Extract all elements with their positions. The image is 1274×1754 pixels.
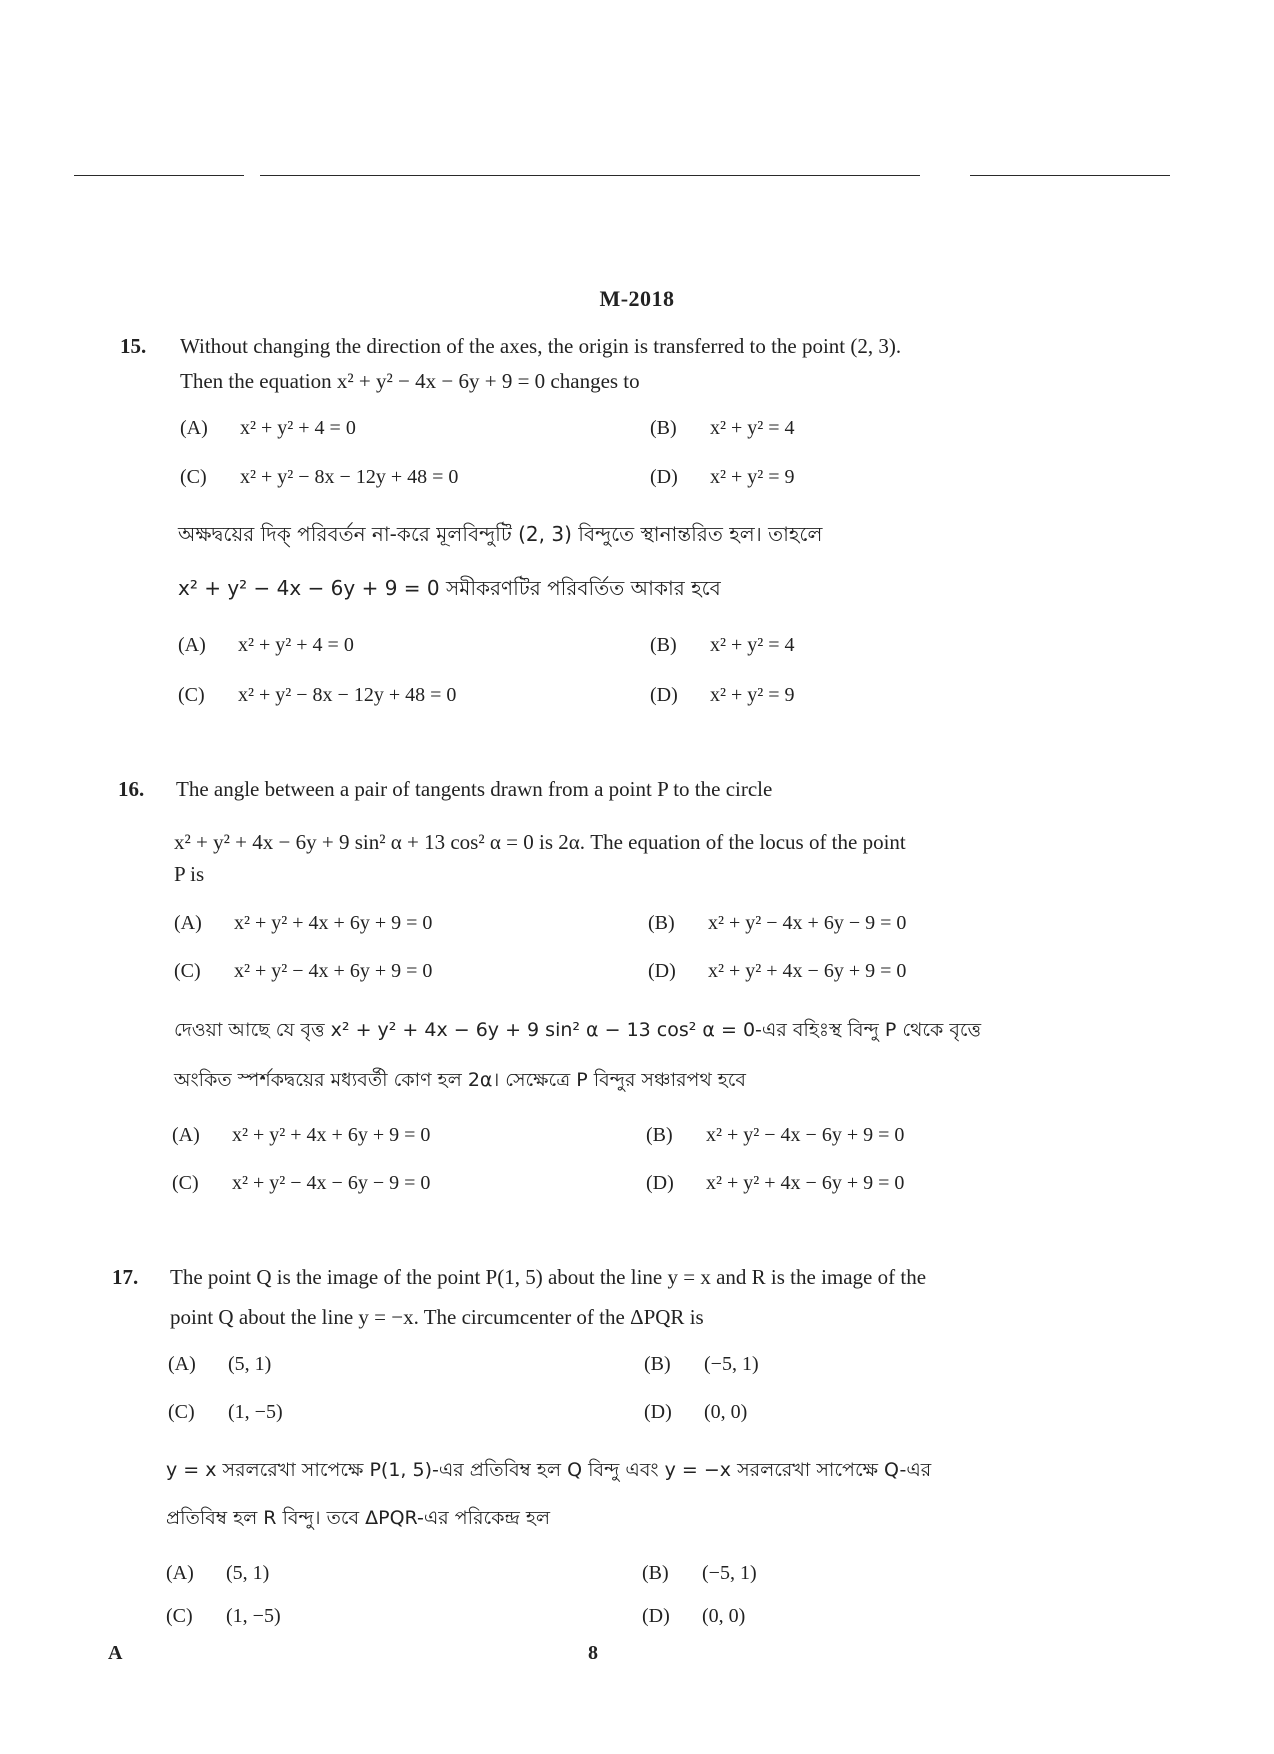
option-text: x² + y² = 4: [710, 417, 795, 439]
option-b[interactable]: [650, 417, 795, 440]
option-text: x² + y² − 4x + 6y − 9 = 0: [708, 912, 907, 934]
option-label: (C): [180, 466, 207, 488]
option-a[interactable]: [180, 417, 356, 440]
option-d[interactable]: [642, 1605, 745, 1628]
option-c[interactable]: [172, 1172, 430, 1195]
option-label: (A): [166, 1562, 194, 1584]
question-text-en: x² + y² + 4x − 6y + 9 sin² α + 13 cos² α = 0 is 2α. The equation of the locus of the point: [174, 830, 906, 854]
option-text: x² + y² + 4x − 6y + 9 = 0: [706, 1172, 905, 1194]
option-text: x² + y² + 4 = 0: [238, 634, 354, 656]
option-label: (D): [644, 1401, 672, 1423]
option-label: (C): [172, 1172, 199, 1194]
option-label: (D): [646, 1172, 674, 1194]
question-text-en: The angle between a pair of tangents drawn from a point P to the circle: [176, 777, 773, 801]
option-label: (C): [166, 1605, 193, 1627]
option-label: (A): [174, 912, 202, 934]
option-d[interactable]: [650, 466, 795, 489]
option-text: x² + y² − 8x − 12y + 48 = 0: [238, 684, 457, 706]
option-text: (5, 1): [228, 1353, 272, 1375]
option-text: x² + y² − 8x − 12y + 48 = 0: [240, 466, 459, 488]
option-label: (B): [648, 912, 675, 934]
option-text: x² + y² = 9: [710, 466, 795, 488]
option-text: (−5, 1): [704, 1353, 759, 1375]
option-text: (0, 0): [704, 1401, 748, 1423]
question-text-en: point Q about the line y = −x. The circumcenter of the ΔPQR is: [170, 1305, 704, 1329]
option-text: x² + y² = 9: [710, 684, 795, 706]
option-text: (1, −5): [226, 1605, 281, 1627]
option-text: (1, −5): [228, 1401, 283, 1423]
option-c[interactable]: [180, 466, 458, 489]
option-b[interactable]: [648, 912, 906, 935]
option-d[interactable]: [646, 1172, 904, 1195]
option-text: (−5, 1): [702, 1562, 757, 1584]
option-label: (B): [646, 1124, 673, 1146]
option-label: (D): [650, 466, 678, 488]
option-text: x² + y² − 4x − 6y + 9 = 0: [706, 1124, 905, 1146]
option-text: x² + y² + 4x + 6y + 9 = 0: [234, 912, 433, 934]
option-label: (B): [644, 1353, 671, 1375]
option-a[interactable]: [168, 1353, 271, 1376]
question-text-bn: প্রতিবিম্ব হল R বিন্দু। তবে ΔPQR-এর পরিকেন্দ্র হল: [166, 1507, 551, 1529]
option-label: (A): [168, 1353, 196, 1375]
option-label: (C): [174, 960, 201, 982]
option-text: x² + y² − 4x − 6y − 9 = 0: [232, 1172, 431, 1194]
option-label: (B): [642, 1562, 669, 1584]
option-c[interactable]: [178, 684, 456, 707]
question-number: 17.: [112, 1265, 139, 1289]
option-text: x² + y² + 4x + 6y + 9 = 0: [232, 1124, 431, 1146]
option-label: (B): [650, 634, 677, 656]
option-a[interactable]: [172, 1124, 430, 1147]
option-c[interactable]: [174, 960, 432, 983]
top-rule-middle: [260, 175, 920, 176]
option-text: (5, 1): [226, 1562, 270, 1584]
option-label: (D): [642, 1605, 670, 1627]
option-label: (A): [178, 634, 206, 656]
option-a[interactable]: [166, 1562, 269, 1585]
page-number: 8: [588, 1642, 598, 1664]
question-text-bn: দেওয়া আছে যে বৃত্ত x² + y² + 4x − 6y + 9 sin² α − 13 cos² α = 0-এর বহিঃস্থ বিন্দু P থেকে বৃত্তে: [174, 1019, 982, 1041]
set-label: A: [108, 1642, 123, 1664]
option-text: (0, 0): [702, 1605, 746, 1627]
top-rule-left: [74, 175, 244, 176]
option-text: x² + y² = 4: [710, 634, 795, 656]
option-text: x² + y² + 4 = 0: [240, 417, 356, 439]
option-text: x² + y² + 4x − 6y + 9 = 0: [708, 960, 907, 982]
question-text-en: The point Q is the image of the point P(1, 5) about the line y = x and R is the image of the: [170, 1265, 927, 1289]
option-b[interactable]: [642, 1562, 757, 1585]
option-d[interactable]: [648, 960, 906, 983]
option-b[interactable]: [646, 1124, 904, 1147]
question-text-en: Without changing the direction of the axes, the origin is transferred to the point (2, 3).: [180, 334, 902, 358]
question-text-bn: অক্ষদ্বয়ের দিক্‌ পরিবর্তন না-করে মূলবিন্দুটি (2, 3) বিন্দুতে স্থানান্তরিত হল। তাহলে: [178, 522, 823, 546]
option-b[interactable]: [644, 1353, 759, 1376]
paper-code: M-2018: [599, 286, 675, 311]
question-number: 15.: [120, 334, 147, 358]
option-label: (C): [168, 1401, 195, 1423]
option-d[interactable]: [650, 684, 795, 707]
option-label: (A): [172, 1124, 200, 1146]
option-d[interactable]: [644, 1401, 747, 1424]
option-label: (C): [178, 684, 205, 706]
question-text-bn: y = x সরলরেখা সাপেক্ষে P(1, 5)-এর প্রতিবিম্ব হল Q বিন্দু এবং y = −x সরলরেখা সাপেক্ষে Q-এর: [166, 1459, 932, 1481]
question-text-en: Then the equation x² + y² − 4x − 6y + 9 = 0 changes to: [180, 369, 640, 393]
option-label: (A): [180, 417, 208, 439]
option-c[interactable]: [166, 1605, 281, 1628]
question-text-en: P is: [174, 862, 205, 886]
option-text: x² + y² − 4x + 6y + 9 = 0: [234, 960, 433, 982]
option-a[interactable]: [178, 634, 354, 657]
question-text-bn: অংকিত স্পর্শকদ্বয়ের মধ্যবর্তী কোণ হল 2α। সেক্ষেত্রে P বিন্দুর সঞ্চারপথ হবে: [174, 1069, 746, 1091]
question-number: 16.: [118, 777, 145, 801]
question-text-bn: x² + y² − 4x − 6y + 9 = 0 সমীকরণটির পরিবর্তিত আকার হবে: [178, 576, 721, 600]
top-rule-right: [970, 175, 1170, 176]
option-c[interactable]: [168, 1401, 283, 1424]
option-label: (B): [650, 417, 677, 439]
option-b[interactable]: [650, 634, 795, 657]
option-a[interactable]: [174, 912, 432, 935]
option-label: (D): [648, 960, 676, 982]
option-label: (D): [650, 684, 678, 706]
